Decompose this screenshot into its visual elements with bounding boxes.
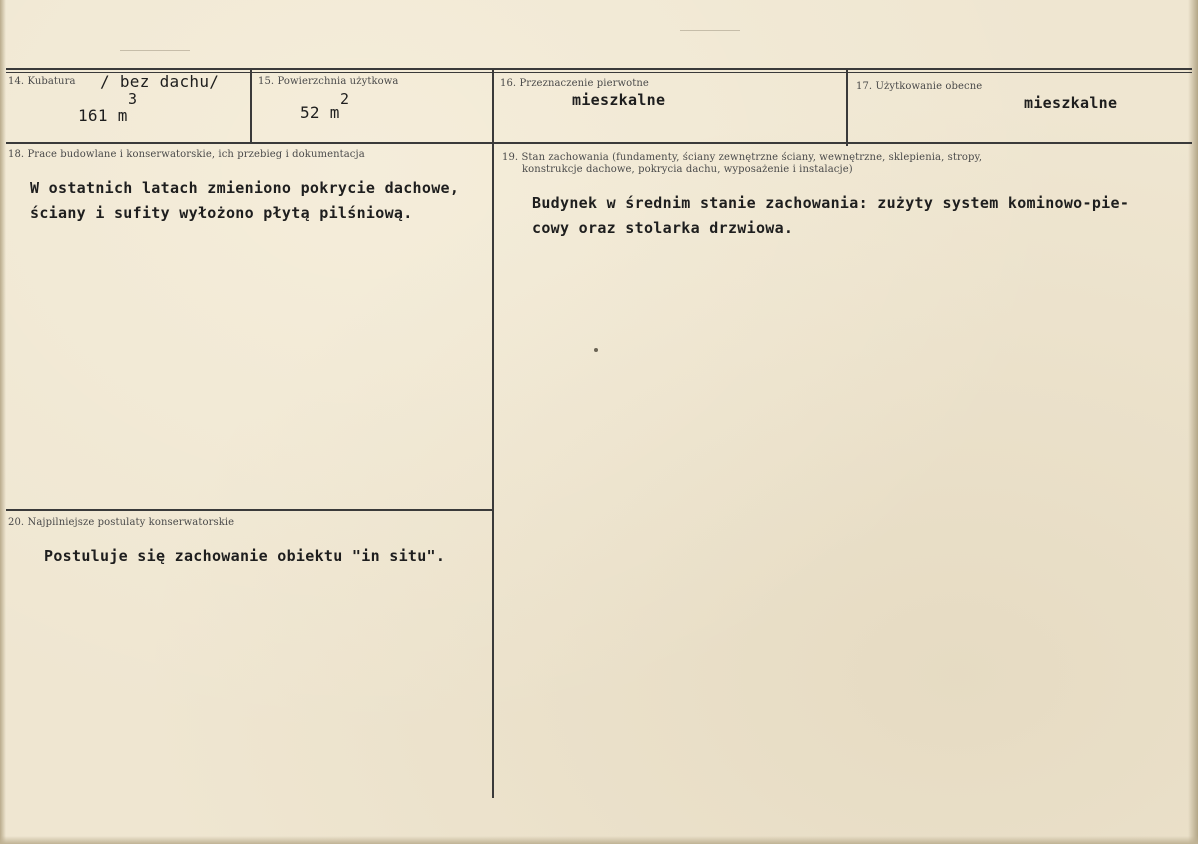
row-divider-2 [6, 509, 492, 511]
field-15-exponent: 2 [340, 90, 350, 108]
paper-edge-right [1188, 0, 1198, 844]
field-14-value-note: / bez dachu/ [100, 72, 220, 91]
column-divider-14-15 [250, 70, 252, 142]
field-15-value: 52 m [300, 103, 340, 122]
row-divider-1 [6, 142, 1192, 144]
field-19-text [532, 191, 1129, 241]
field-18-text [30, 176, 459, 226]
column-divider-main [492, 70, 494, 798]
field-18-line-1: W ostatnich latach zmieniono pokrycie dachowe, [30, 179, 460, 197]
field-16-value: mieszkalne [572, 91, 666, 109]
field-19-label-line-1: 19. Stan zachowania (fundamenty, ściany zewnętrzne ściany, wewnętrzne, sklepienia, stropy, [502, 152, 983, 163]
faint-mark [680, 30, 740, 31]
paper-edge-left [0, 0, 6, 844]
paper-edge-bottom [0, 836, 1198, 844]
top-rule [6, 68, 1192, 70]
field-19-line-2: cowy oraz stolarka drzwiowa. [532, 219, 794, 237]
field-18-line-2: ściany i sufity wyłożono płytą pilśniową. [30, 204, 413, 222]
field-20-text: Postuluje się zachowanie obiektu "in situ". [44, 547, 446, 565]
field-17-label: 17. Użytkowanie obecne [856, 81, 983, 92]
field-19-line-1: Budynek w średnim stanie zachowania: zużyty system kominowo-pie- [532, 194, 1130, 212]
field-16-label: 16. Przeznaczenie pierwotne [500, 78, 649, 89]
field-18-label: 18. Prace budowlane i konserwatorskie, ich przebieg i dokumentacja [8, 149, 365, 160]
field-20-label: 20. Najpilniejsze postulaty konserwatorskie [8, 517, 235, 528]
ink-speck [594, 348, 598, 352]
field-14-exponent: 3 [128, 90, 138, 108]
field-17-value: mieszkalne [1024, 94, 1118, 112]
faint-mark [120, 50, 190, 51]
field-19-label-line-2: konstrukcje dachowe, pokrycia dachu, wyposażenie i instalacje) [522, 164, 853, 175]
field-14-label: 14. Kubatura [8, 76, 76, 87]
field-15-label: 15. Powierzchnia użytkowa [258, 76, 399, 87]
field-14-value: 161 m [78, 106, 128, 125]
column-divider-16-17 [846, 70, 848, 146]
